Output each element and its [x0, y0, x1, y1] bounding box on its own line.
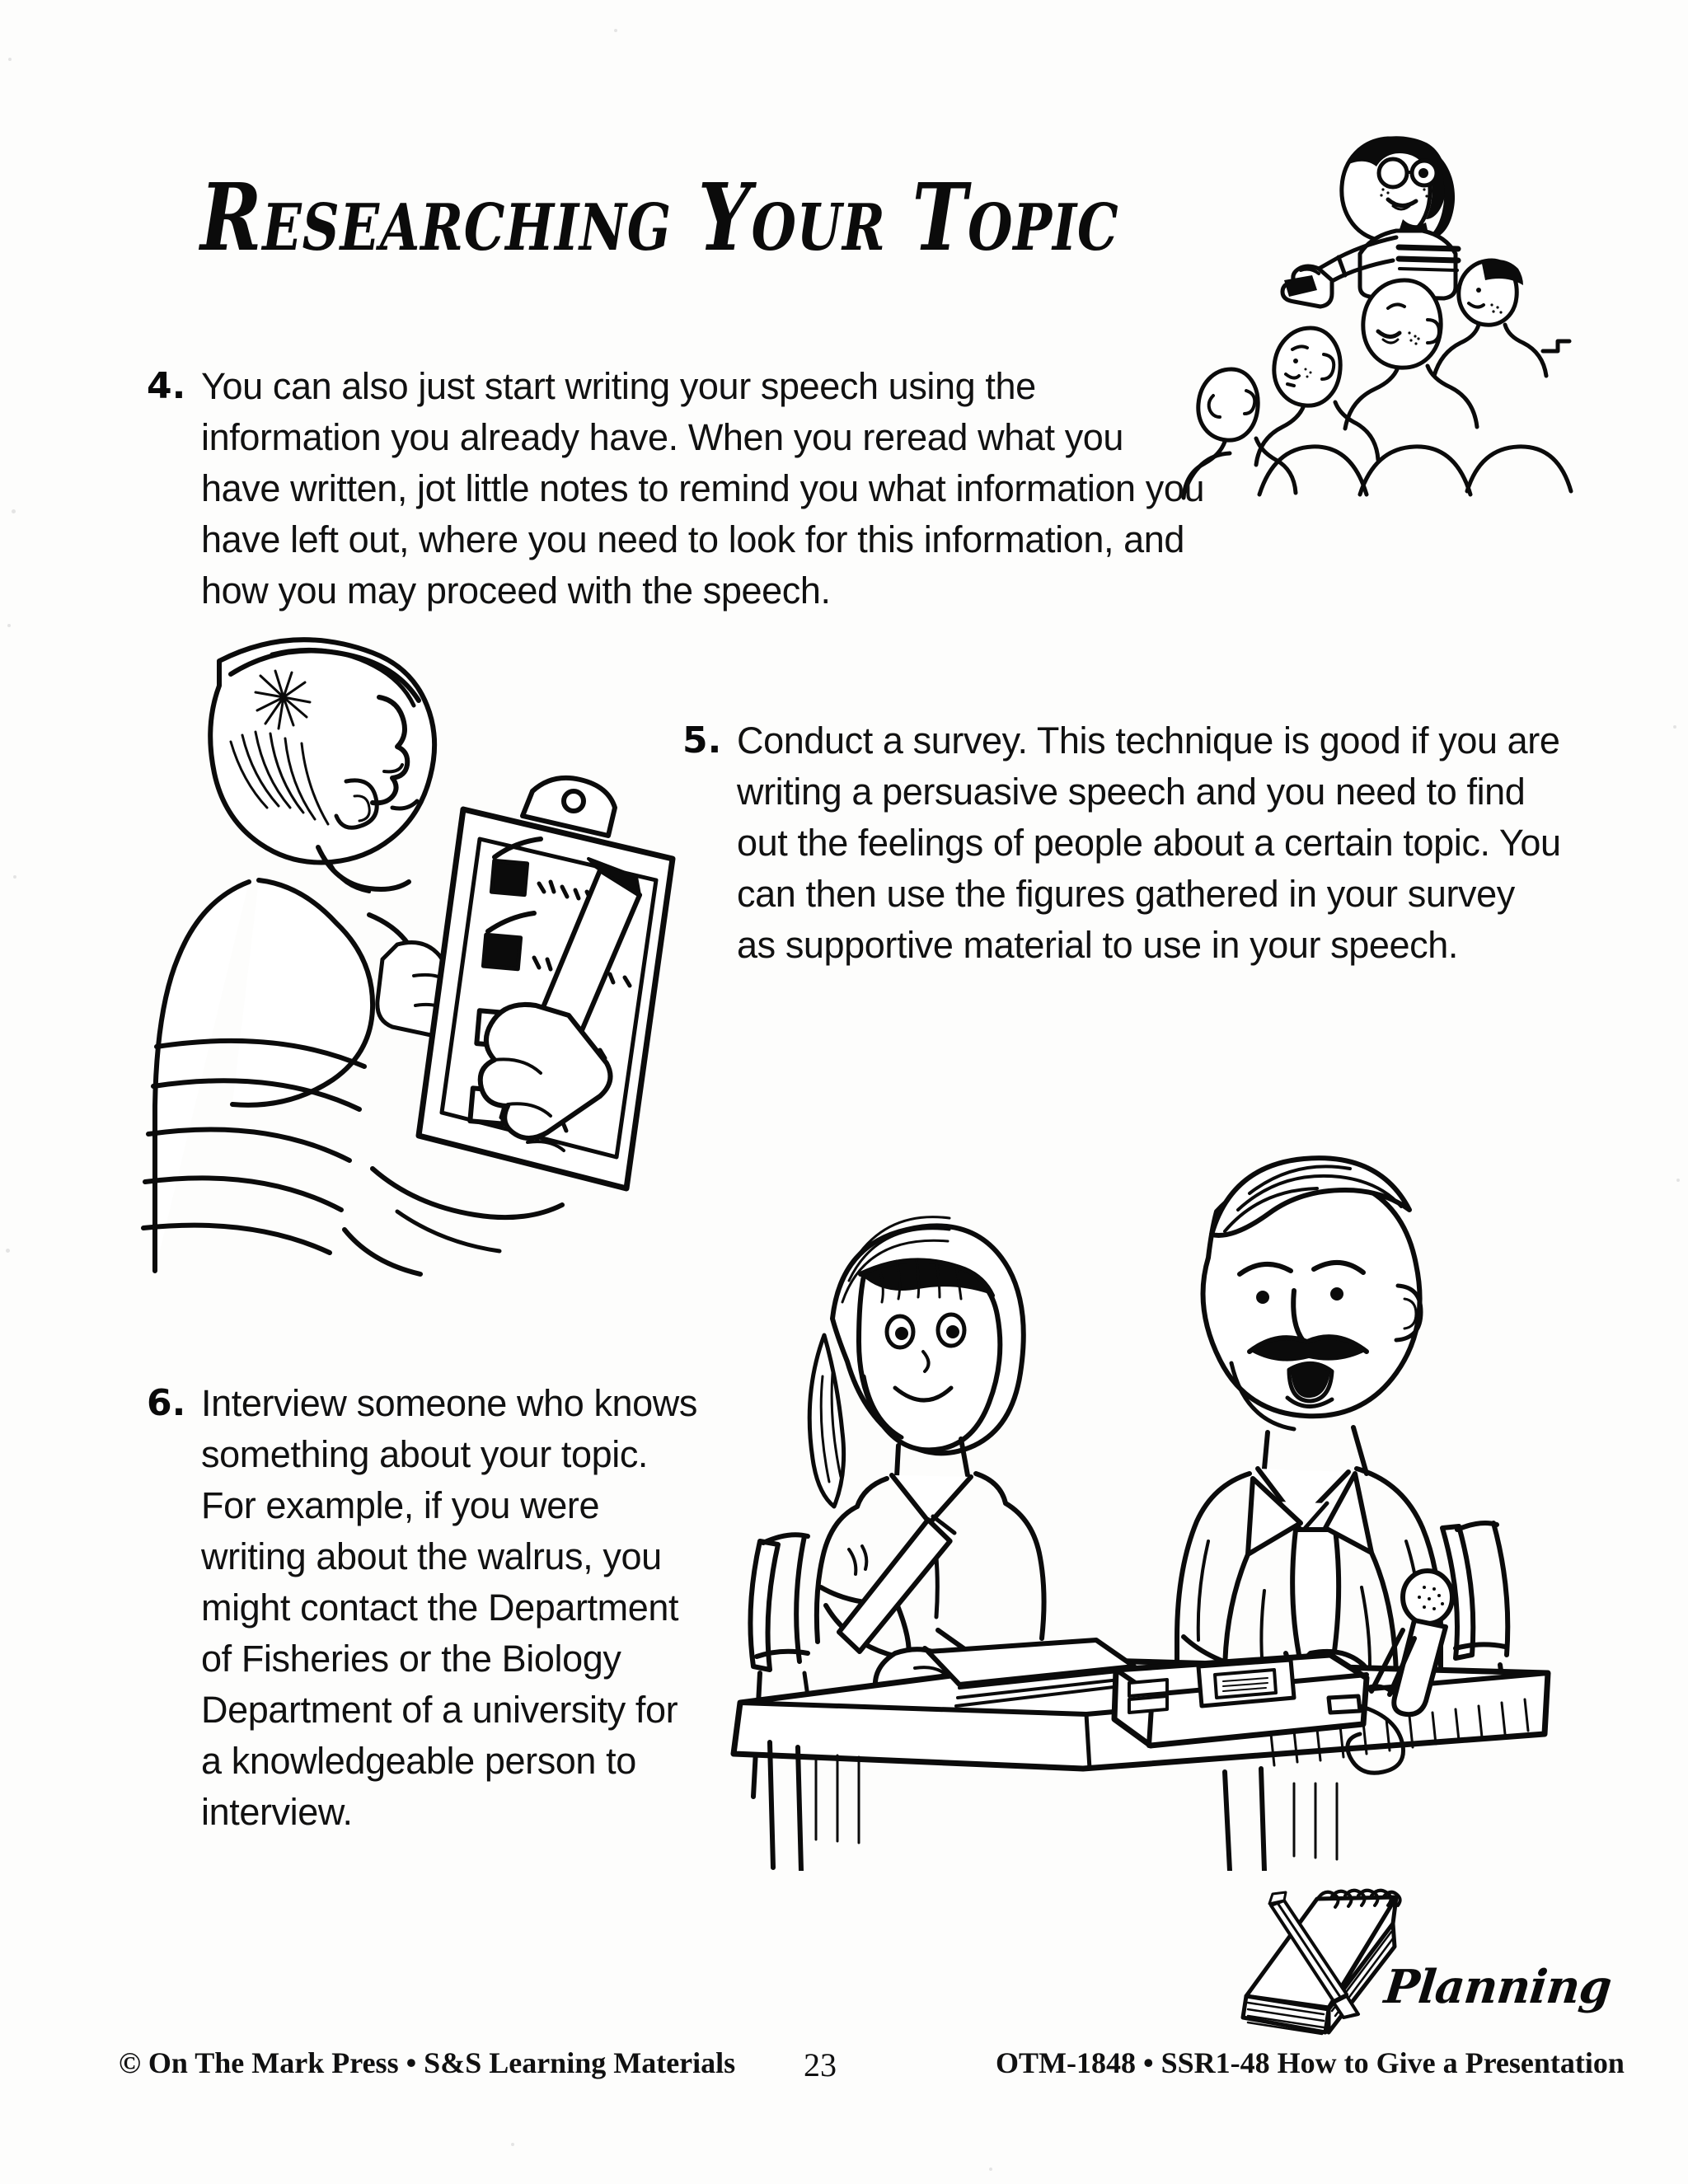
scan-speckle — [13, 875, 16, 879]
scan-speckle — [12, 509, 16, 513]
scan-speckle — [989, 2168, 992, 2171]
man-with-clipboard-illustration — [107, 618, 717, 1277]
list-item-4-text: You can also just start writing your speech using the information you already have. When you reread what you have written, jot little notes to remind you what information you have left out, where you need to look for this information, and how you may proceed with the speech. — [201, 365, 1205, 612]
footer-page-number: 23 — [804, 2046, 837, 2083]
list-item-4-number: 4. — [147, 365, 186, 407]
interview-scene-illustration — [717, 1129, 1558, 1871]
scan-speckle — [1676, 1179, 1680, 1182]
scan-speckle — [511, 2143, 514, 2146]
scan-speckle — [8, 58, 12, 61]
footer-product-code: OTM-1848 • SSR1-48 How to Give a Presentation — [996, 2046, 1625, 2079]
scan-speckle — [1673, 725, 1676, 729]
planning-label: Planning — [1381, 1960, 1614, 2014]
list-item-5-text: Conduct a survey. This technique is good if you are writing a persuasive speech and you need to find out the feelings of people about a certain topic. You can then use the figures gathered in your survey as supportive material to use in your speech. — [737, 719, 1561, 966]
list-item-6-text: Interview someone who knows something about your topic. For example, if you were writing about the walrus, you might contact the Department of Fisheries or the Biology Department of a university for a knowledgeable person to interview. — [201, 1382, 697, 1833]
scan-speckle — [614, 29, 617, 32]
list-item-5-number: 5. — [682, 719, 722, 762]
scan-speckle — [7, 624, 11, 627]
scan-speckle — [6, 1249, 10, 1253]
speaker-audience-illustration — [1180, 107, 1609, 511]
footer-copyright: © On The Mark Press • S&S Learning Materials — [119, 2046, 736, 2079]
list-item-6-number: 6. — [147, 1382, 186, 1424]
page-title: Researching Your Topic — [200, 164, 1119, 272]
